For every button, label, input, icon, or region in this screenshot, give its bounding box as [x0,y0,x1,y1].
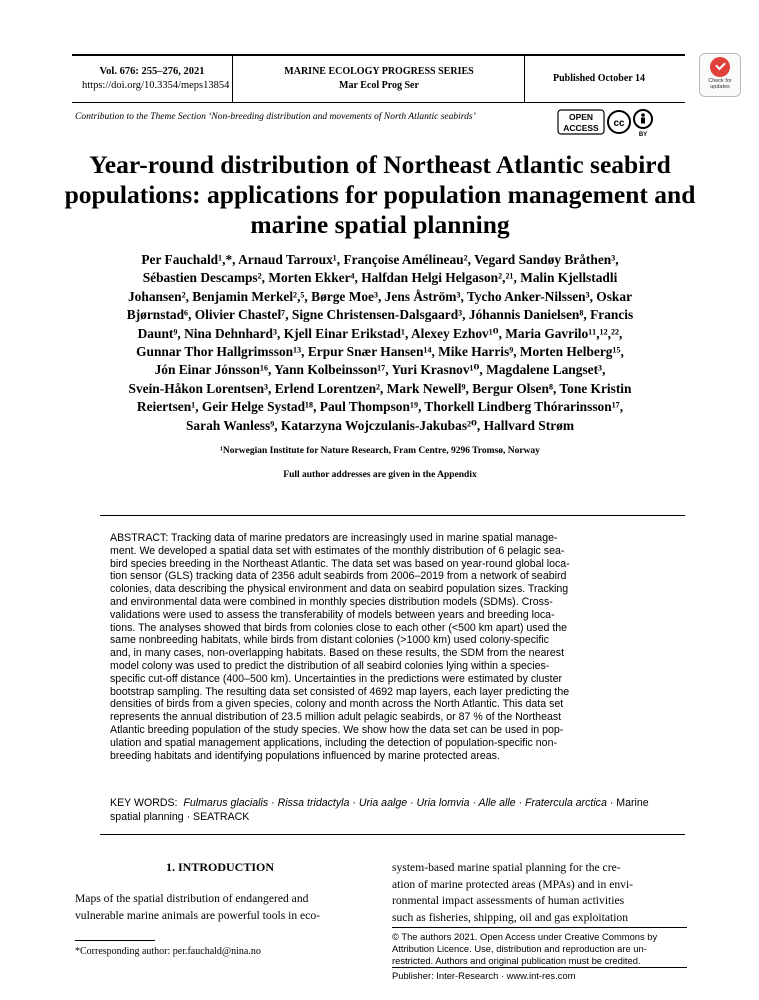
affiliation: ¹Norwegian Institute for Nature Research, Fram Centre, 9296 Tromsø, Norway [220,446,540,456]
attribution-icon [634,110,652,137]
journal-name: MARINE ECOLOGY PROGRESS SERIES [284,66,474,77]
author-list: Per Fauchald¹,*, Arnaud Tarroux¹, Françoise Amélineau², Vegard Sandøy Bråthen³, Sébastien Descamps², Morten Ekker⁴, Halfdan Helgi Helgason²,²¹, Malin Kjellstadli Johansen², Benjamin Merkel²,⁵, Børge Moe³, Jens Åström³, Tycho Anker-Nilssen³, Oskar Bjørnstad⁶, Olivier Chastel⁷, Signe Christensen-Dalsgaard³, Jóhannis Danielsen⁸, Francis Daunt⁹, Nina Dehnhard³, Kjell Einar Erikstad¹, Alexey Ezhov¹⁰, Maria Gavrilo¹¹,¹²,²², Gunnar Thor Hallgrimsson¹³, Erpur Snær Hansen¹⁴, Mike Harris⁹, Morten Helberg¹⁵, Jón Einar Jónsson¹⁶, Yann Kolbeinsson¹⁷, Yuri Krasnov¹⁰, Magdalene Langset³, Svein-Håkon Lorentsen³, Erlend Lorentzen², Mark Newell⁹, Bergur Olsen⁸, Tone Kristin Reiertsen¹, Geir Helge Systad¹⁸, Paul Thompson¹⁹, Thorkell Lindberg Thórarinsson¹⁷, Sarah Wanless⁹, Katarzyna Wojczulanis-Jakubas²⁰, Hallvard Strøm [126,252,634,433]
volume: Vol. 676: 255–276, 2021 [99,66,205,77]
license-text: © The authors 2021. Open Access under Creative Commons by Attribution Licence. Use, distribution and reproduction are un- restricted. Authors and original publication must be credited. [392,931,658,967]
by-label: BY [638,132,648,137]
open-access-icons [557,107,657,137]
open-access-label-2: ACCESS [563,123,599,133]
address-note: Full author addresses are given in the Appendix [283,470,477,480]
open-access-label-1: OPEN [568,112,594,122]
open-access-icon [558,110,604,134]
footnote-rule [75,940,155,941]
abstract-bottom-rule [100,834,685,835]
creative-commons-icon [608,111,630,133]
section-heading: 1. INTRODUCTION [165,860,274,874]
article-title: Year-round distribution of Northeast Atlantic seabird populations: applications for population management and marine spatial planning [64,150,696,239]
check-for-updates-badge[interactable] [699,53,741,97]
corresponding-author: *Corresponding author: per.fauchald@nina.no [75,946,261,957]
intro-left-text: Maps of the spatial distribution of endangered and vulnerable marine animals are powerful tools in eco- [75,892,320,922]
doi-link[interactable]: https://doi.org/10.3354/meps13854 [82,80,230,91]
journal-header [72,54,685,103]
abstract: ABSTRACT: Tracking data of marine predators are increasingly used in marine spatial manage- ment. We developed a spatial data set with estimates of the monthly distribution of 6 pelagic sea- bird species breeding in the Northeast Atlantic. The data set was based on year-round global loca- tion sensor (GLS) tracking data of 2356 adult seabirds from 2006–2019 from a network of seabird colonies, data describing the physical environment and data on seabird population sizes. Tracking and environmental data were combined in monthly species distribution models (SDMs). Cross- validations were used to assess the transferability of models between years and breeding loca- tions. The analyses showed that birds from colonies close to each other (<500 km apart) used the same nonbreeding habitats, while birds from distant colonies (>1000 km) used colony-specific and, in many cases, non-overlapping habitats. Based on these results, the SDM from the nearest model colony was used to predict the distribution of all seabird colonies lying within a species- specific cut-off distance (400–500 km). Uncertainties in the predictions were estimated by cluster bootstrap sampling. The resulting data set consisted of 4692 map layers, each layer predicting the densities of birds from a given species, colony and month across the North Atlantic. This data set represents the annual distribution of 23.5 million adult pelagic seabirds, or 87 % of the Northeast Atlantic breeding population of the study species. We show how the data set can be used in pop- ulation and spatial management applications, including the detection of population-specific non- breeding habitats and identifying populations influenced by marine protected areas. [110,532,570,762]
keywords [110,796,675,824]
header-divider [232,56,233,102]
intro-right-text: system-based marine spatial planning for the cre- ation of marine protected areas (MPAs) and in envi- ronmental impact assessments of human activities such as fisheries, shipping, oil and gas exploitation [392,861,634,924]
published-date: Published October 14 [552,73,646,84]
check-icon [710,57,730,77]
publisher-info: Publisher: Inter-Research · www.int-res.com [392,970,576,981]
keywords-label: KEY WORDS: [110,797,178,809]
license-bottom-rule [392,967,687,968]
theme-contribution: Contribution to the Theme Section ‘Non-breeding distribution and movements of North Atlantic seabirds’ [75,112,476,122]
license-top-rule [392,927,687,928]
cc-label: cc [613,118,625,129]
abstract-top-rule [100,515,685,516]
keywords-species: Fulmarus glacialis · Rissa tridactyla · Uria aalge · Uria lomvia · Alle alle · Fratercula arctica [183,797,607,809]
check-label: Check for updates [708,78,732,90]
journal-name-block [244,65,514,93]
volume-info [82,65,230,93]
keywords-other: · Marine spatial planning · SEATRACK [110,797,649,823]
journal-abbr: Mar Ecol Prog Ser [339,80,419,91]
